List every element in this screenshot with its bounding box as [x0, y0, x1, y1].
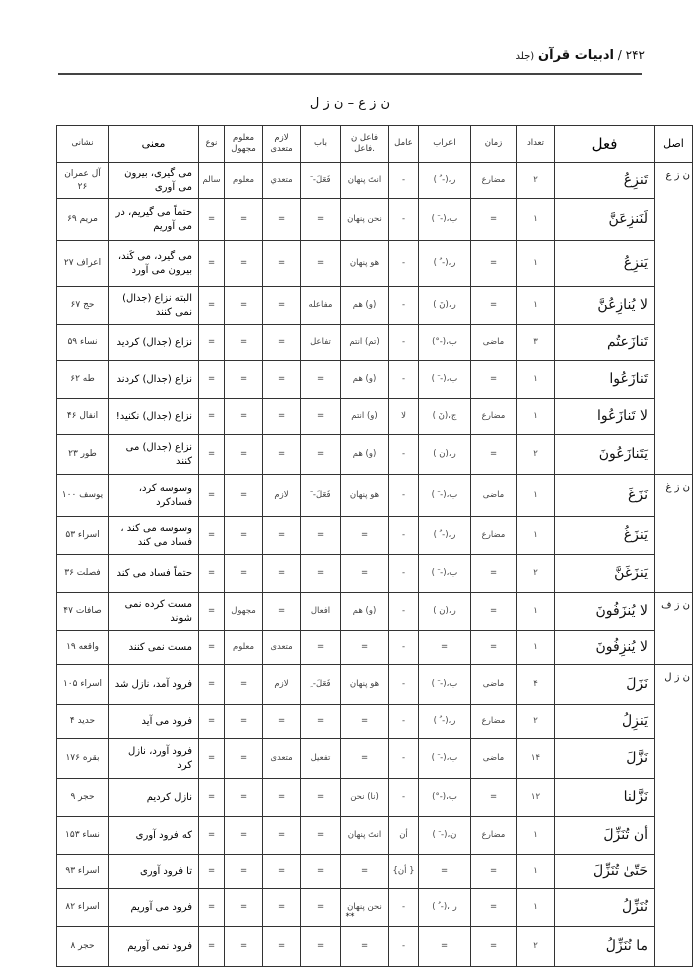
cell-malum: = [225, 517, 263, 555]
col-noe: نوع [199, 126, 225, 163]
cell-fael: = [341, 517, 389, 555]
cell-tedad: ۲ [517, 705, 555, 739]
page-header [516, 48, 645, 63]
cell-neshani: نساء ۵۹ [57, 325, 109, 361]
cell-fael: (و) هم [341, 361, 389, 399]
cell-mani: فرود آمد، نازل شد [109, 665, 199, 705]
cell-fael: (و) هم [341, 435, 389, 475]
cell-erab: = [419, 855, 471, 889]
cell-zaman: = [471, 361, 517, 399]
cell-zaman: = [471, 631, 517, 665]
cell-erab: ب،(- َ ) [419, 555, 471, 593]
cell-neshani: مریم ۶۹ [57, 199, 109, 241]
cell-tedad: ۱ [517, 287, 555, 325]
cell-fael: انتَ پنهان [341, 817, 389, 855]
cell-neshani: اسراء ۹۳ [57, 855, 109, 889]
cell-erab: = [419, 927, 471, 967]
cell-neshani: حجر ۸ [57, 927, 109, 967]
table-row [57, 927, 693, 967]
cell-fael: = [341, 927, 389, 967]
cell-bab: = [301, 555, 341, 593]
cell-erab: ر ،(- ُ ) [419, 889, 471, 927]
cell-amel: - [389, 435, 419, 475]
col-malum: معلوم مجهول [225, 126, 263, 163]
cell-erab: ر،(- ُ ) [419, 163, 471, 199]
cell-erab: ب،(- َ ) [419, 665, 471, 705]
cell-zaman: = [471, 435, 517, 475]
table-row [57, 555, 693, 593]
cell-amel: أن [389, 817, 419, 855]
cell-tedad: ۳ [517, 325, 555, 361]
cell-mani: حتماً می گیریم، در می آوریم [109, 199, 199, 241]
cell-neshani: اعراف ۲۷ [57, 241, 109, 287]
cell-noe: = [199, 199, 225, 241]
cell-bab: = [301, 817, 341, 855]
cell-bab: = [301, 241, 341, 287]
verb-table [56, 125, 693, 967]
cell-amel: - [389, 631, 419, 665]
cell-fel: حَتّىٰ تُنَزِّلَ [555, 855, 655, 889]
cell-malum: = [225, 475, 263, 517]
cell-lazem: = [263, 555, 301, 593]
cell-bab: = [301, 889, 341, 927]
col-mani: معنی [109, 126, 199, 163]
cell-malum: = [225, 555, 263, 593]
cell-malum: = [225, 325, 263, 361]
cell-mani: نزاع (جدال) می کنند [109, 435, 199, 475]
cell-bab: = [301, 705, 341, 739]
cell-erab: ر،(ن ) [419, 593, 471, 631]
table-row [57, 163, 693, 199]
cell-lazem: = [263, 241, 301, 287]
table-row [57, 739, 693, 779]
cell-noe: = [199, 517, 225, 555]
cell-tedad: ۱ [517, 889, 555, 927]
cell-fael: (تم) انتم [341, 325, 389, 361]
cell-zaman: = [471, 241, 517, 287]
cell-amel: - [389, 705, 419, 739]
cell-neshani: نساء ۱۵۳ [57, 817, 109, 855]
cell-zaman: ماضی [471, 739, 517, 779]
cell-tedad: ۲ [517, 435, 555, 475]
cell-lazem: = [263, 199, 301, 241]
cell-mani: مست نمی کنند [109, 631, 199, 665]
cell-fel: يَنزَغُ [555, 517, 655, 555]
cell-fel: نُنَزِّلُ [555, 889, 655, 927]
table-row [57, 705, 693, 739]
cell-malum: = [225, 361, 263, 399]
cell-malum: مجهول [225, 593, 263, 631]
cell-neshani: حجر ۹ [57, 779, 109, 817]
cell-fael: (و) هم [341, 593, 389, 631]
cell-amel: - [389, 361, 419, 399]
cell-lazem: = [263, 779, 301, 817]
cell-erab: ن،(- َ ) [419, 817, 471, 855]
cell-neshani: آل عمران ۲۶ [57, 163, 109, 199]
cell-fael: نحن پنهان [341, 199, 389, 241]
cell-fael: (و) هم [341, 287, 389, 325]
cell-bab: = [301, 927, 341, 967]
cell-fael: هو پنهان [341, 665, 389, 705]
cell-erab: ر،(ن ) [419, 435, 471, 475]
table-body [57, 163, 693, 967]
cell-tedad: ۱ [517, 631, 555, 665]
cell-fael: (نا) نحن [341, 779, 389, 817]
cell-lazem: = [263, 435, 301, 475]
cell-neshani: انفال ۴۶ [57, 399, 109, 435]
cell-fel: تَنازَعتُم [555, 325, 655, 361]
root-cell: ن ز ع [655, 163, 693, 475]
cell-neshani: طور ۲۳ [57, 435, 109, 475]
cell-zaman: مضارع [471, 705, 517, 739]
cell-fel: لا تَنازَعُوا [555, 399, 655, 435]
cell-noe: = [199, 855, 225, 889]
cell-tedad: ۱ [517, 855, 555, 889]
cell-zaman: = [471, 555, 517, 593]
cell-amel: - [389, 241, 419, 287]
cell-bab: = [301, 631, 341, 665]
cell-erab: ر،(- ُ ) [419, 517, 471, 555]
cell-zaman: مضارع [471, 163, 517, 199]
cell-malum: = [225, 199, 263, 241]
cell-tedad: ۴ [517, 665, 555, 705]
cell-malum: = [225, 435, 263, 475]
cell-lazem: لازم [263, 475, 301, 517]
cell-erab: ر،(- ُ ) [419, 241, 471, 287]
volume-label: (جلد [515, 51, 535, 62]
cell-zaman: ماضی [471, 325, 517, 361]
cell-lazem: لازم [263, 665, 301, 705]
col-zaman: زمان [471, 126, 517, 163]
cell-tedad: ۱ [517, 361, 555, 399]
cell-noe: = [199, 705, 225, 739]
cell-malum: = [225, 779, 263, 817]
cell-bab: = [301, 855, 341, 889]
cell-amel: - [389, 555, 419, 593]
cell-tedad: ۱۴ [517, 739, 555, 779]
cell-mani: نزاع (جدال) کردید [109, 325, 199, 361]
cell-erab: ب،(- َ ) [419, 199, 471, 241]
section-title: ن ز ع – ن ز ل [309, 96, 391, 111]
cell-neshani: واقعه ۱۹ [57, 631, 109, 665]
cell-tedad: ۱ [517, 241, 555, 287]
cell-tedad: ۱۲ [517, 779, 555, 817]
cell-bab: فَعَلَ- َ [301, 163, 341, 199]
cell-amel: - [389, 889, 419, 927]
cell-mani: نزاع (جدال) کردند [109, 361, 199, 399]
cell-erab: ب،(-°) [419, 779, 471, 817]
col-bab: باب [301, 126, 341, 163]
cell-zaman: مضارع [471, 817, 517, 855]
table-row [57, 779, 693, 817]
cell-mani: نزاع (جدال) نکنید! [109, 399, 199, 435]
cell-tedad: ۱ [517, 399, 555, 435]
table-row [57, 665, 693, 705]
root-cell: ن ز غ [655, 475, 693, 593]
cell-neshani: اسراء ۵۳ [57, 517, 109, 555]
cell-noe: سالم [199, 163, 225, 199]
footer-mark: ** [345, 912, 355, 922]
cell-mani: حتماً فساد می کند [109, 555, 199, 593]
cell-bab: افعال [301, 593, 341, 631]
cell-fel: يَتَنازَعُونَ [555, 435, 655, 475]
col-tedad: تعداد [517, 126, 555, 163]
cell-bab: تفاعل [301, 325, 341, 361]
cell-tedad: ۲ [517, 927, 555, 967]
cell-mani: وسوسه می کند ، فساد می کند [109, 517, 199, 555]
table-row [57, 855, 693, 889]
cell-erab: ر،(- ُ ) [419, 705, 471, 739]
cell-fel: يَنزِلُ [555, 705, 655, 739]
cell-fael: = [341, 631, 389, 665]
cell-fel: نَزَّلَ [555, 739, 655, 779]
cell-lazem: = [263, 361, 301, 399]
cell-zaman: = [471, 199, 517, 241]
cell-malum: = [225, 287, 263, 325]
cell-amel: - [389, 517, 419, 555]
cell-mani: البته نزاع (جدال) نمی کنند [109, 287, 199, 325]
root-cell: ن ز ل [655, 665, 693, 967]
cell-amel: - [389, 927, 419, 967]
cell-fel: لا يُنزِفُونَ [555, 631, 655, 665]
cell-tedad: ۱ [517, 475, 555, 517]
cell-mani: فرود آورد، نازل کرد [109, 739, 199, 779]
cell-malum: = [225, 665, 263, 705]
cell-amel: - [389, 163, 419, 199]
cell-fael: = [341, 705, 389, 739]
cell-fel: لا يُنزَفُونَ [555, 593, 655, 631]
cell-mani: مست کرده نمی شوند [109, 593, 199, 631]
cell-malum: معلوم [225, 163, 263, 199]
table-row [57, 361, 693, 399]
cell-lazem: = [263, 705, 301, 739]
cell-lazem: = [263, 817, 301, 855]
cell-lazem: متعدي [263, 163, 301, 199]
cell-malum: = [225, 739, 263, 779]
cell-bab: مفاعله [301, 287, 341, 325]
cell-neshani: اسراء ۸۲ [57, 889, 109, 927]
cell-noe: = [199, 555, 225, 593]
cell-noe: = [199, 631, 225, 665]
cell-bab: = [301, 779, 341, 817]
cell-fael: = [341, 739, 389, 779]
book-title: ادبیات قرآن [538, 48, 614, 63]
cell-fael: = [341, 555, 389, 593]
cell-erab: ب،(- َ ) [419, 739, 471, 779]
cell-malum: = [225, 855, 263, 889]
cell-zaman: = [471, 889, 517, 927]
cell-fel: يَنزَغَنَّ [555, 555, 655, 593]
cell-zaman: = [471, 779, 517, 817]
col-erab: اعراب [419, 126, 471, 163]
cell-zaman: ماضی [471, 665, 517, 705]
cell-fel: تَنازَعُوا [555, 361, 655, 399]
cell-noe: = [199, 739, 225, 779]
col-lazem: لازم متعدی [263, 126, 301, 163]
cell-mani: فرود نمی آوریم [109, 927, 199, 967]
cell-zaman: = [471, 593, 517, 631]
cell-malum: = [225, 705, 263, 739]
root-cell: ن ز ف [655, 593, 693, 665]
table-row [57, 435, 693, 475]
cell-amel: لا [389, 399, 419, 435]
cell-erab: ر،(نَ ) [419, 287, 471, 325]
table-row [57, 199, 693, 241]
cell-bab: = [301, 517, 341, 555]
cell-noe: = [199, 325, 225, 361]
cell-amel: - [389, 475, 419, 517]
cell-amel: { أن} [389, 855, 419, 889]
cell-noe: = [199, 927, 225, 967]
table-row [57, 241, 693, 287]
cell-fel: تَنزِعُ [555, 163, 655, 199]
cell-lazem: = [263, 287, 301, 325]
cell-tedad: ۲ [517, 555, 555, 593]
cell-noe: = [199, 665, 225, 705]
cell-bab: فَعَلَ- َ [301, 475, 341, 517]
cell-neshani: بقره ۱۷۶ [57, 739, 109, 779]
cell-malum: = [225, 889, 263, 927]
cell-malum: معلوم [225, 631, 263, 665]
cell-erab: ب،(- َ ) [419, 361, 471, 399]
cell-mani: فرود می آوریم [109, 889, 199, 927]
cell-tedad: ۲ [517, 163, 555, 199]
cell-lazem: = [263, 517, 301, 555]
cell-amel: - [389, 287, 419, 325]
cell-lazem: = [263, 593, 301, 631]
cell-zaman: مضارع [471, 399, 517, 435]
cell-neshani: صافات ۴۷ [57, 593, 109, 631]
cell-fel: يَنزِعُ [555, 241, 655, 287]
cell-amel: - [389, 779, 419, 817]
cell-bab: = [301, 435, 341, 475]
cell-mani: وسوسه کرد، فسادکرد [109, 475, 199, 517]
cell-mani: که فرود آوری [109, 817, 199, 855]
table-row [57, 325, 693, 361]
cell-noe: = [199, 889, 225, 927]
cell-fael: نحن پنهان [341, 889, 389, 927]
cell-fel: نَزَلَ [555, 665, 655, 705]
cell-zaman: مضارع [471, 517, 517, 555]
cell-tedad: ۱ [517, 593, 555, 631]
cell-fael: هو پنهان [341, 241, 389, 287]
cell-malum: = [225, 817, 263, 855]
cell-mani: فرود می آید [109, 705, 199, 739]
cell-mani: می گیری، بیرون می آوری [109, 163, 199, 199]
cell-noe: = [199, 361, 225, 399]
cell-lazem: = [263, 927, 301, 967]
col-fel: فعل [555, 126, 655, 163]
cell-zaman: = [471, 287, 517, 325]
cell-fael: (و) انتم [341, 399, 389, 435]
cell-lazem: = [263, 889, 301, 927]
cell-lazem: متعدی [263, 631, 301, 665]
cell-noe: = [199, 241, 225, 287]
cell-lazem: متعدی [263, 739, 301, 779]
cell-lazem: = [263, 855, 301, 889]
table-row [57, 817, 693, 855]
cell-malum: = [225, 927, 263, 967]
cell-malum: = [225, 241, 263, 287]
cell-fael: = [341, 855, 389, 889]
col-neshani: نشانی [57, 126, 109, 163]
table-row [57, 287, 693, 325]
cell-noe: = [199, 593, 225, 631]
cell-fel: أن تُنَزِّلَ [555, 817, 655, 855]
cell-neshani: یوسف ۱۰۰ [57, 475, 109, 517]
table-row [57, 517, 693, 555]
cell-amel: - [389, 593, 419, 631]
table-row [57, 475, 693, 517]
cell-fel: نَزَّلنا [555, 779, 655, 817]
cell-noe: = [199, 779, 225, 817]
cell-mani: تا فرود آوری [109, 855, 199, 889]
cell-bab: فَعَلَ- ِ [301, 665, 341, 705]
cell-zaman: = [471, 855, 517, 889]
cell-tedad: ۱ [517, 517, 555, 555]
cell-lazem: = [263, 325, 301, 361]
cell-mani: می گیرد، می کَند، بیرون می آورد [109, 241, 199, 287]
cell-bab: تفعیل [301, 739, 341, 779]
cell-amel: - [389, 739, 419, 779]
cell-amel: - [389, 325, 419, 361]
cell-neshani: حدید ۴ [57, 705, 109, 739]
cell-lazem: = [263, 399, 301, 435]
cell-noe: = [199, 287, 225, 325]
table-header-row [57, 126, 693, 163]
cell-neshani: فصلت ۳۶ [57, 555, 109, 593]
cell-bab: = [301, 361, 341, 399]
cell-tedad: ۱ [517, 199, 555, 241]
cell-tedad: ۱ [517, 817, 555, 855]
cell-bab: = [301, 199, 341, 241]
cell-bab: = [301, 399, 341, 435]
table-row [57, 593, 693, 631]
cell-zaman: = [471, 927, 517, 967]
cell-malum: = [225, 399, 263, 435]
table-row [57, 631, 693, 665]
cell-fel: ما نُنَزِّلُ [555, 927, 655, 967]
cell-neshani: حج ۶۷ [57, 287, 109, 325]
cell-fel: لَنَنزِعَنَّ [555, 199, 655, 241]
page-number: ۲۴۲ / [617, 48, 645, 62]
cell-amel: - [389, 665, 419, 705]
col-amel: عامل [389, 126, 419, 163]
cell-neshani: طه ۶۲ [57, 361, 109, 399]
table-row [57, 399, 693, 435]
cell-amel: - [389, 199, 419, 241]
cell-mani: نازل کردیم [109, 779, 199, 817]
cell-fel: نَزَغَ [555, 475, 655, 517]
cell-erab: ب،(- َ ) [419, 475, 471, 517]
cell-noe: = [199, 817, 225, 855]
col-asl: اصل [655, 126, 693, 163]
cell-noe: = [199, 475, 225, 517]
cell-noe: = [199, 399, 225, 435]
cell-fael: انتَ پنهان [341, 163, 389, 199]
cell-fel: لا يُنازِعُنَّ [555, 287, 655, 325]
cell-erab: ج،(نَ ) [419, 399, 471, 435]
cell-zaman: ماضی [471, 475, 517, 517]
cell-neshani: اسراء ۱۰۵ [57, 665, 109, 705]
cell-erab: = [419, 631, 471, 665]
cell-fael: هو پنهان [341, 475, 389, 517]
col-fael: فاعل ن .فاعل [341, 126, 389, 163]
header-rule [58, 73, 642, 75]
cell-erab: ب،(-°) [419, 325, 471, 361]
cell-noe: = [199, 435, 225, 475]
